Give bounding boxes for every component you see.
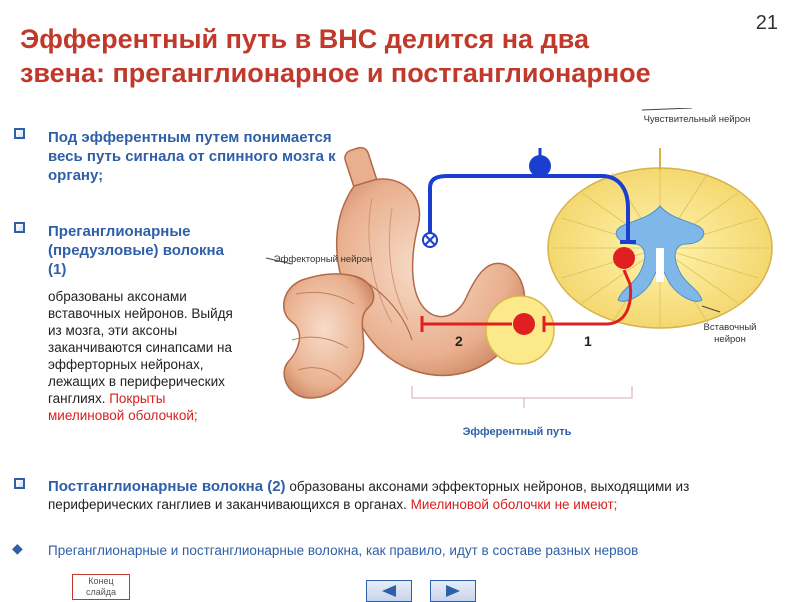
bullet-checkbox-icon <box>14 222 25 233</box>
label-postganglionic-number: 2 <box>455 333 463 349</box>
bullet-efferent-definition: Под эфферентным путем понимается весь путь сигнала от спинного мозга к органу; <box>48 129 336 184</box>
label-efferent-path: Эфферентный путь <box>462 426 572 438</box>
label-preganglionic-number: 1 <box>584 333 592 349</box>
effector-neuron-body <box>513 313 535 335</box>
bullet-preganglionic-heading: Преганглионарные (предузловые) волокна (1) <box>48 223 224 278</box>
title-line-1: Эфферентный путь в ВНС делится на два <box>20 24 589 54</box>
arrow-left-icon <box>380 585 398 597</box>
bullet-preganglionic-body <box>48 288 238 424</box>
bullet-checkbox-icon <box>14 478 25 489</box>
bullet-diamond-icon: ◆ <box>12 540 23 556</box>
previous-slide-button[interactable] <box>366 580 412 602</box>
slide-title <box>20 22 740 90</box>
bullet-separate-nerves: Преганглионарные и постганглионарные волокна, как правило, идут в составе разных нервов <box>48 543 639 558</box>
bullet-checkbox-icon <box>14 128 25 139</box>
postganglionic-myelin-note: Миелиновой оболочки не имеют; <box>410 497 618 512</box>
bullet-postganglionic <box>48 478 748 514</box>
efferent-pathway-diagram <box>262 108 792 458</box>
postganglionic-heading: Постганглионарные волокна (2) <box>48 478 286 495</box>
label-sensory-neuron: Чувствительный нейрон <box>643 114 751 125</box>
stomach-illustration <box>284 146 525 398</box>
slide-number: 21 <box>755 12 778 34</box>
interneuron-body <box>613 247 635 269</box>
title-line-2: звена: преганглионарное и постганглионарное <box>20 58 651 88</box>
sensory-label-leader <box>642 108 692 110</box>
preganglionic-text: образованы аксонами вставочных нейронов. Выйдя из мозга, эти аксоны заканчиваются синапсами на эфферторных нейронах, лежащих в периферических ганглиях. <box>48 289 233 406</box>
arrow-right-icon <box>444 585 462 597</box>
preganglionic-myelin-note: Покрыты миелиновой оболочкой; <box>48 391 198 423</box>
end-slide-button[interactable] <box>72 574 130 600</box>
efferent-path-bracket <box>412 386 632 408</box>
label-effector-neuron: Эффекторный нейрон <box>273 254 373 265</box>
postganglionic-text: образованы аксонами эффекторных нейронов, выходящими из периферических ганглиев и заканчивающихся в органах. <box>48 479 690 512</box>
next-slide-button[interactable] <box>430 580 476 602</box>
end-slide-label: Конец слайда <box>85 576 117 597</box>
label-interneuron: Вставочный нейрон <box>703 322 757 345</box>
